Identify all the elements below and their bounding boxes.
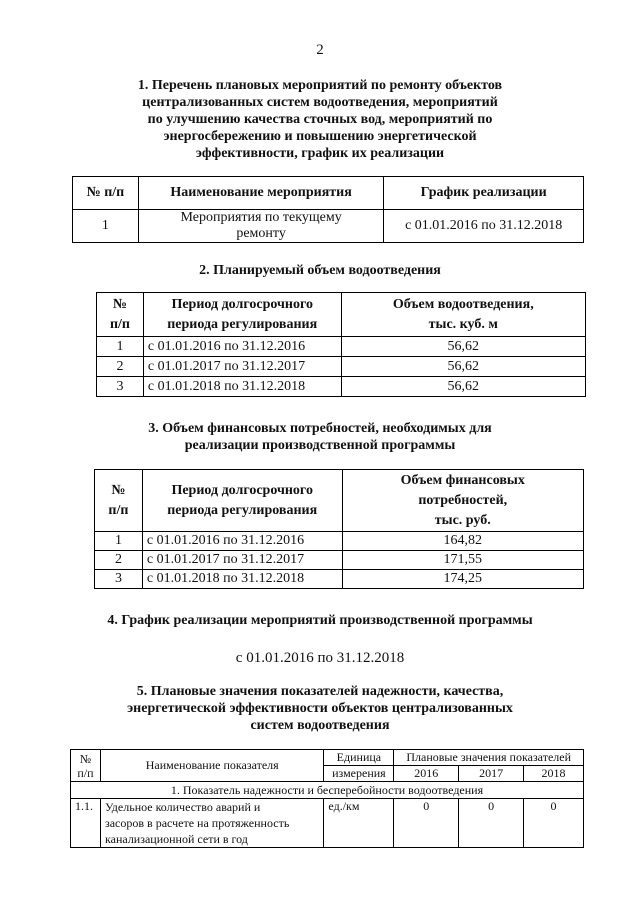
row-volume: 56,62 — [341, 377, 585, 397]
indicators-table — [70, 749, 584, 848]
table-header-row — [95, 470, 584, 532]
events-table — [72, 176, 584, 243]
header-num: № п/п — [73, 177, 139, 210]
row-amount: 171,55 — [342, 551, 583, 570]
page-number: 2 — [316, 42, 324, 58]
table-row — [95, 551, 584, 570]
header-period: Период долгосрочного периода регулирования — [143, 293, 341, 337]
table-row — [97, 337, 586, 357]
row-num: 3 — [95, 570, 143, 589]
row-num: 2 — [95, 551, 143, 570]
header-period: Период долгосрочного периода регулирования — [142, 470, 342, 532]
row-period: с 01.01.2017 по 31.12.2017 — [143, 357, 341, 377]
table-header-row — [71, 750, 584, 766]
row-amount: 164,82 — [342, 532, 583, 551]
group-heading: 1. Показатель надежности и бесперебойности водоотведения — [71, 782, 584, 799]
header-volume: Объем водоотведения, тыс. куб. м — [341, 293, 585, 337]
section1-heading: 1. Перечень плановых мероприятий по ремонту объектов централизованных систем водоотведения, мероприятий по улучшению качества сточных вод, мероприятий по энергосбережению и повышению энергетической эффективности, график их реализации — [137, 78, 503, 161]
header-num: № п/п — [71, 750, 101, 782]
row-value-2017: 0 — [459, 799, 524, 848]
row-value-2016: 0 — [394, 799, 459, 848]
section5-heading: 5. Плановые значения показателей надежности, качества, энергетической эффективности объектов централизованных систем водоотведения — [127, 684, 513, 733]
row-period: с 01.01.2018 по 31.12.2018 — [143, 377, 341, 397]
table-row — [95, 570, 584, 589]
row-schedule: с 01.01.2016 по 31.12.2018 — [384, 210, 584, 243]
row-event-name: Мероприятия по текущему ремонту — [138, 210, 384, 243]
row-num: 3 — [97, 377, 144, 397]
table-row — [95, 532, 584, 551]
table-row — [71, 799, 584, 848]
row-volume: 56,62 — [341, 337, 585, 357]
financial-table — [94, 469, 584, 589]
table-header-row — [97, 293, 586, 337]
header-unit-line1: Единица — [324, 750, 394, 766]
row-num: 2 — [97, 357, 144, 377]
table-row — [97, 357, 586, 377]
group-row — [71, 782, 584, 799]
row-num: 1 — [95, 532, 143, 551]
row-period: с 01.01.2017 по 31.12.2017 — [142, 551, 342, 570]
table-header-row — [73, 177, 584, 210]
header-unit-line2: измерения — [324, 766, 394, 782]
row-num: 1 — [73, 210, 139, 243]
section3-heading: 3. Объем финансовых потребностей, необходимых для реализации производственной программы — [148, 421, 492, 453]
row-period: с 01.01.2016 по 31.12.2016 — [142, 532, 342, 551]
header-indicator-name: Наименование показателя — [100, 750, 323, 782]
table-row — [73, 210, 584, 243]
header-num: № п/п — [95, 470, 143, 532]
header-planned-values: Плановые значения показателей — [394, 750, 584, 766]
row-amount: 174,25 — [342, 570, 583, 589]
section2-heading: 2. Планируемый объем водоотведения — [199, 263, 441, 278]
table-row — [97, 377, 586, 397]
header-year-2017: 2017 — [459, 766, 524, 782]
row-num: 1.1. — [71, 799, 101, 848]
row-value-2018: 0 — [524, 799, 584, 848]
section4-heading: 4. График реализации мероприятий производственной программы — [107, 613, 533, 628]
header-year-2018: 2018 — [524, 766, 584, 782]
header-schedule: График реализации — [384, 177, 584, 210]
row-period: с 01.01.2016 по 31.12.2016 — [143, 337, 341, 357]
row-volume: 56,62 — [341, 357, 585, 377]
row-num: 1 — [97, 337, 144, 357]
row-unit: ед./км — [324, 799, 394, 848]
header-amount: Объем финансовых потребностей, тыс. руб. — [342, 470, 583, 532]
header-event-name: Наименование мероприятия — [138, 177, 384, 210]
header-num: № п/п — [97, 293, 144, 337]
volume-table — [96, 292, 586, 397]
row-period: с 01.01.2018 по 31.12.2018 — [142, 570, 342, 589]
header-year-2016: 2016 — [394, 766, 459, 782]
row-indicator-name: Удельное количество аварий и засоров в расчете на протяженность канализационной сети в год — [100, 799, 323, 848]
section4-period: с 01.01.2016 по 31.12.2018 — [235, 650, 405, 666]
